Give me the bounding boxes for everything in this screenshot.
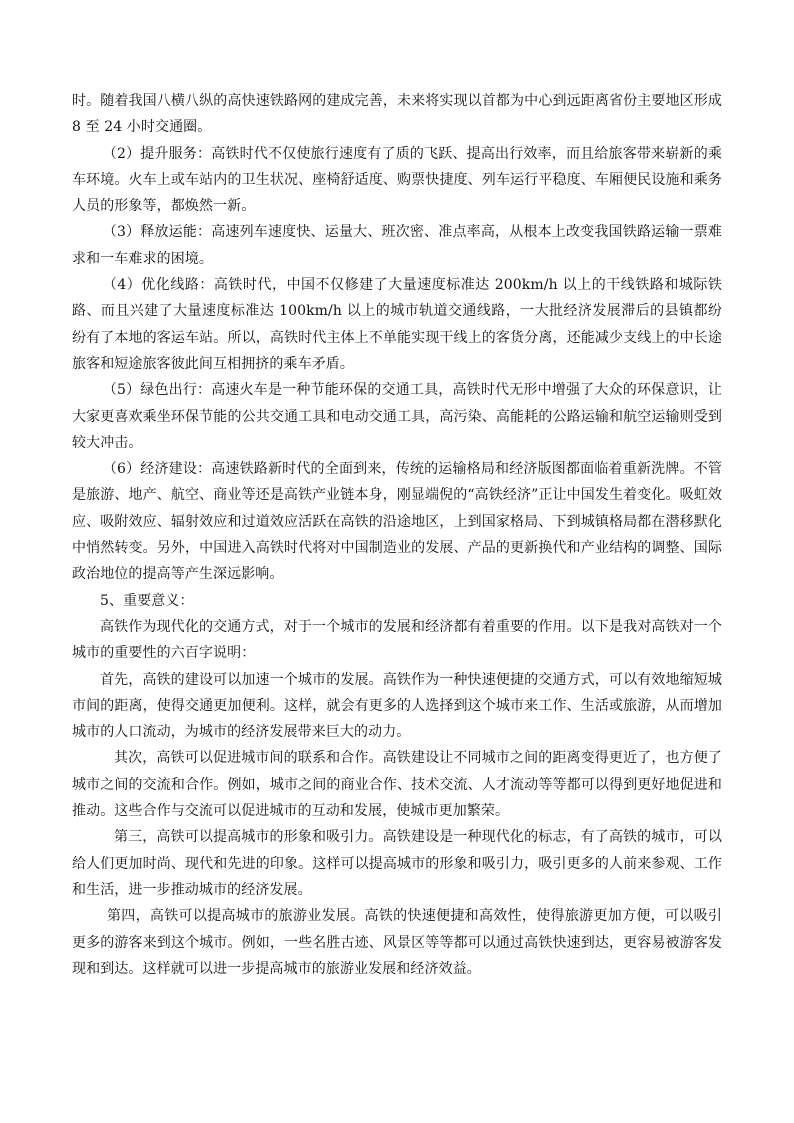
paragraph-capacity: （3）释放运能：高速列车速度快、运量大、班次密、准点率高，从根本上改变我国铁路运输一票难求和一车难求的困境。: [72, 224, 722, 267]
paragraph-first: 首先，高铁的建设可以加速一个城市的发展。高铁作为一种快速便捷的交通方式，可以有效地缩短城市间的距离，使得交通更加便利。这样，就会有更多的人选择到这个城市来工作、生活或旅游，从而增加城市的人口流动，为城市的经济发展带来巨大的动力。: [72, 671, 722, 741]
paragraph-service: （2）提升服务：高铁时代不仅使旅行速度有了质的飞跃、提高出行效率，而且给旅客带来崭新的乘车环境。火车上或车站内的卫生状况、座椅舒适度、购票快捷度、列车运行平稳度、车厢便民设施和乘务人员的形象等，都焕然一新。: [72, 145, 722, 215]
paragraph-routes: （4）优化线路：高铁时代，中国不仅修建了大量速度标准达 200km/h 以上的干线铁路和城际铁路、而且兴建了大量速度标准达 100km/h 以上的城市轨道交通线路，一大批经济发展滞后的县镇都纷纷有了本地的客运车站。所以，高铁时代主体上不单能实现干线上的客货分离，还能减少支线上的中长途旅客和短途旅客彼此间互相拥挤的乘车矛盾。: [72, 277, 722, 372]
paragraph-continuation: 时。随着我国八横八纵的高快速铁路网的建成完善，未来将实现以首都为中心到远距离省份主要地区形成 8 至 24 小时交通圈。: [72, 93, 722, 136]
document-body: [72, 88, 722, 982]
paragraph-second: 其次，高铁可以促进城市间的联系和合作。高铁建设让不同城市之间的距离变得更近了，也方便了城市之间的交流和合作。例如，城市之间的商业合作、技术交流、人才流动等等都可以得到更好地促进和推动。这些合作与交流可以促进城市的互动和发展，使城市更加繁荣。: [72, 750, 722, 820]
paragraph-third: 第三，高铁可以提高城市的形象和吸引力。高铁建设是一种现代化的标志，有了高铁的城市，可以给人们更加时尚、现代和先进的印象。这样可以提高城市的形象和吸引力，吸引更多的人前来参观、工作和生活，进一步推动城市的经济发展。: [72, 829, 722, 898]
paragraph-intro: 高铁作为现代化的交通方式，对于一个城市的发展和经济都有着重要的作用。以下是我对高铁对一个城市的重要性的六百字说明：: [72, 618, 722, 662]
paragraph-fourth: 第四，高铁可以提高城市的旅游业发展。高铁的快速便捷和高效性，使得旅游更加方便，可以吸引更多的游客来到这个城市。例如，一些名胜古迹、风景区等等都可以通过高铁快速到达，更容易被游客发现和到达。这样就可以进一步提高城市的旅游业发展和经济效益。: [72, 908, 722, 977]
paragraph-green-travel: （5）绿色出行：高速火车是一种节能环保的交通工具，高铁时代无形中增强了大众的环保意识，让大家更喜欢乘坐环保节能的公共交通工具和电动交通工具，高污染、高能耗的公路运输和航空运输则受到较大冲击。: [72, 382, 722, 451]
paragraph-economy: （6）经济建设：高速铁路新时代的全面到来，传统的运输格局和经济版图都面临着重新洗牌。不管是旅游、地产、航空、商业等还是高铁产业链本身，刚显端倪的“高铁经济”正让中国发生着变化。吸虹效应、吸附效应、辐射效应和过道效应活跃在高铁的沿途地区，上到国家格局、下到城镇格局都在潜移默化中悄然转变。另外，中国进入高铁时代将对中国制造业的发展、产品的更新换代和产业结构的调整、国际政治地位的提高等产生深远影响。: [72, 461, 722, 583]
section-heading-significance: 5、重要意义：: [100, 592, 194, 609]
